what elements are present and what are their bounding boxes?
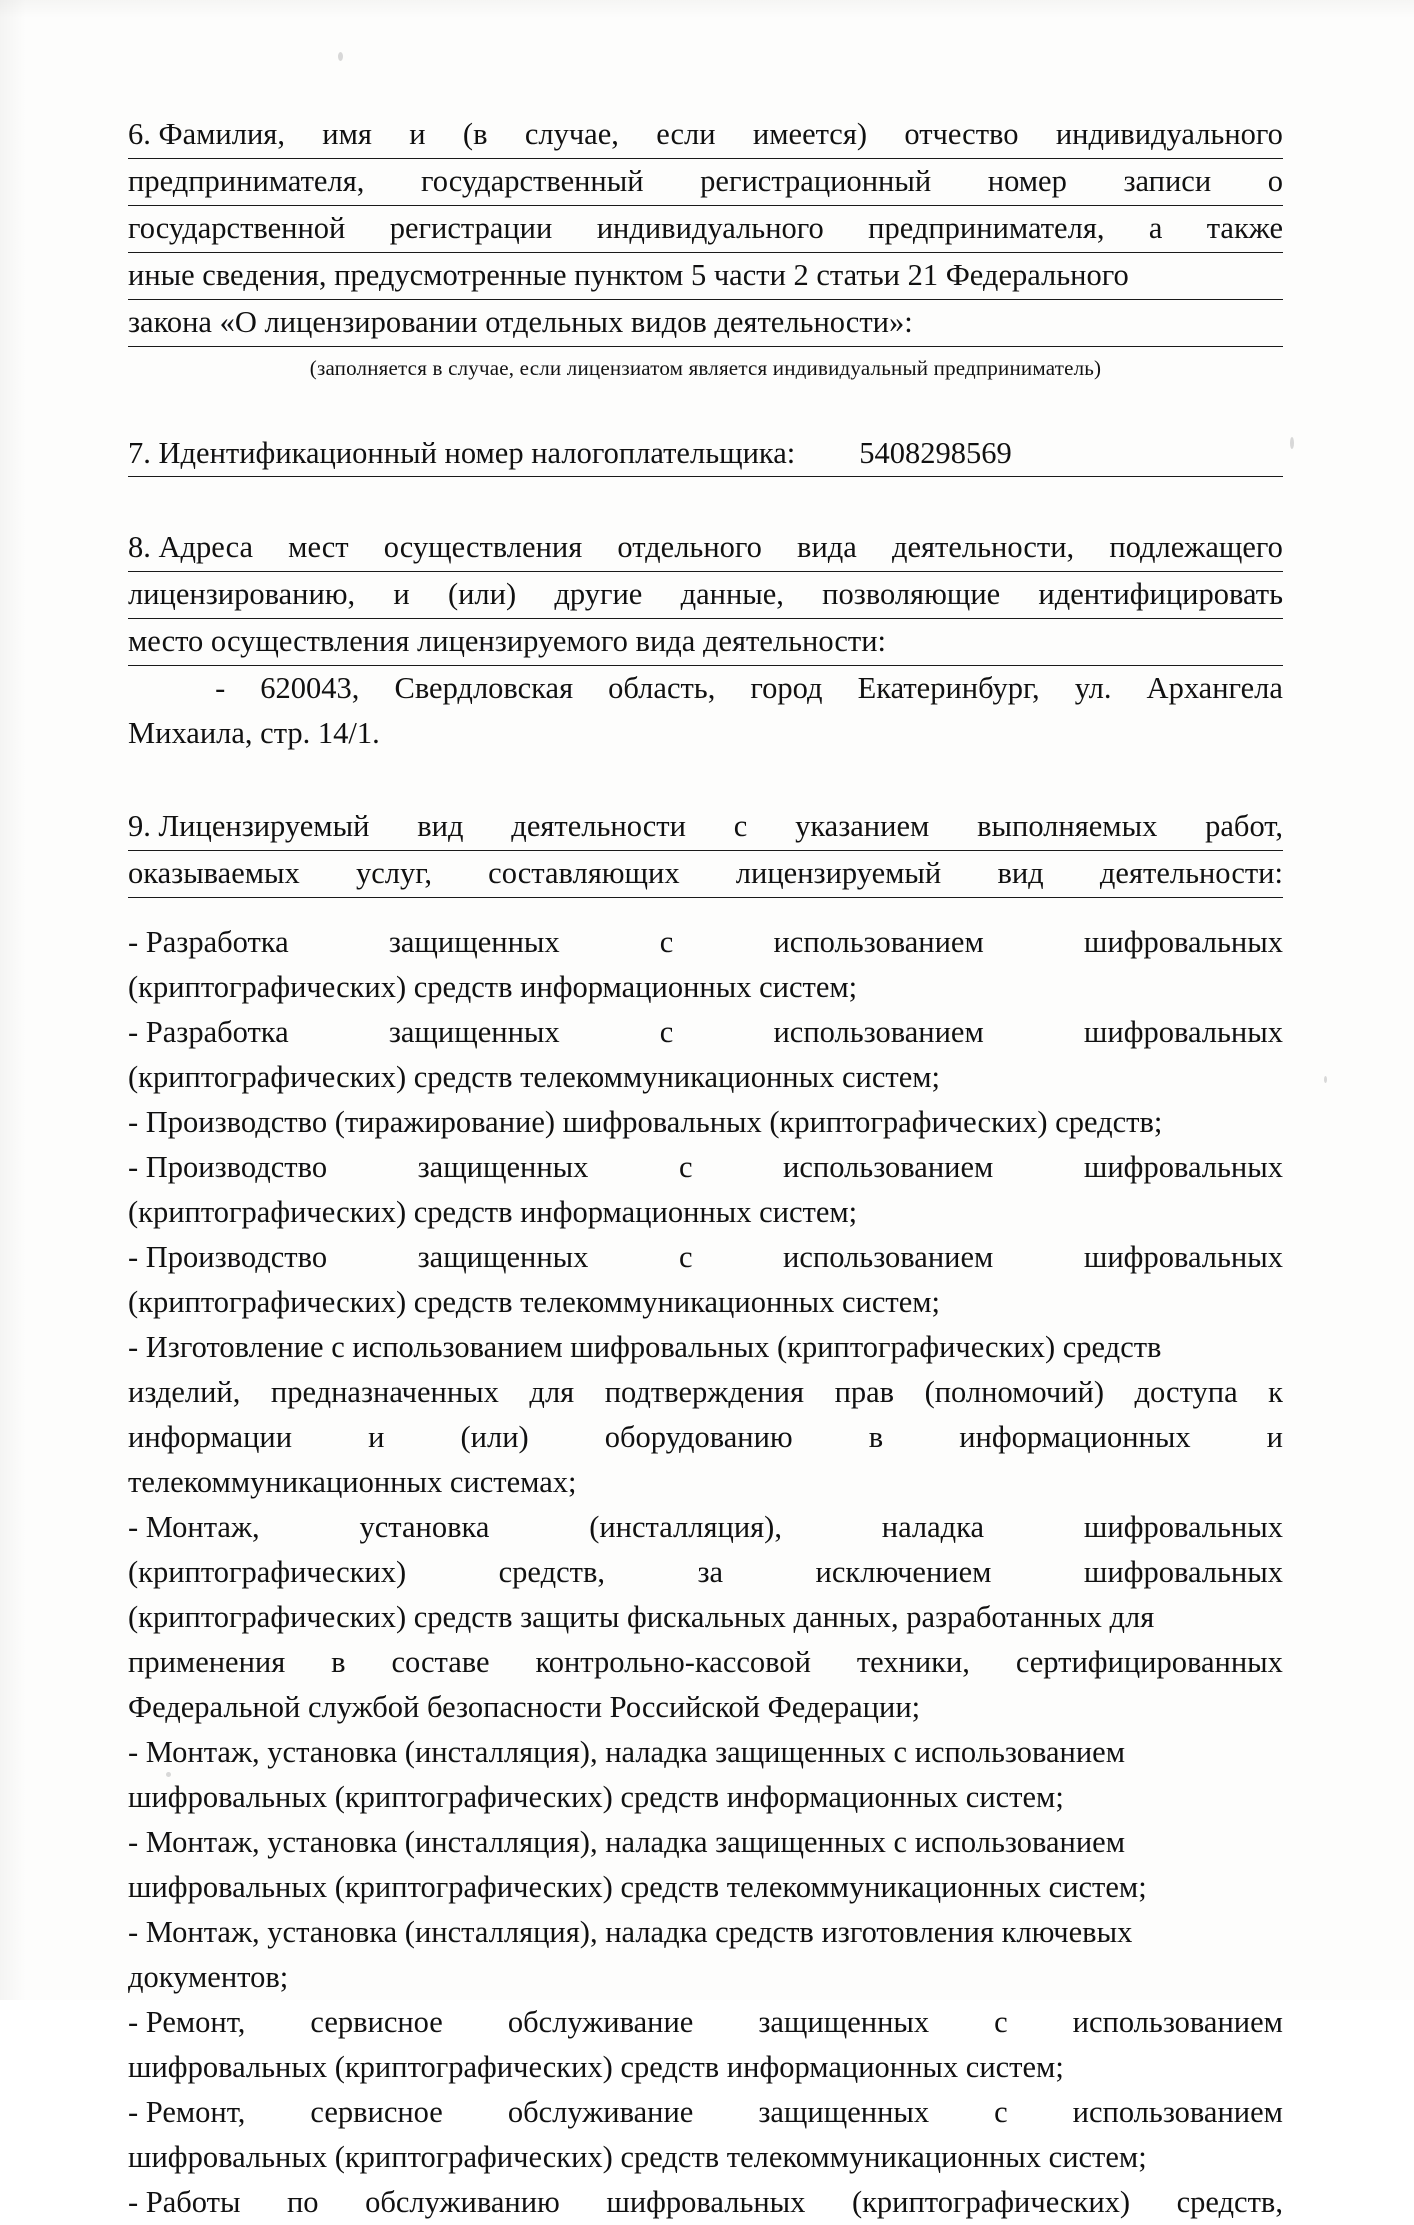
text-token: информации	[128, 1420, 293, 1454]
list-item-line: - Производство (тиражирование) шифровальных (криптографических) средств;	[128, 1105, 1163, 1139]
text-token: по	[286, 2185, 319, 2219]
list-item	[128, 920, 1283, 1010]
text-token: идентифицировать	[1038, 577, 1283, 611]
text-token: для	[529, 1375, 575, 1409]
list-item-line: шифровальных (криптографических) средств телекоммуникационных систем;	[128, 1870, 1147, 1904]
text-token: индивидуального	[1055, 117, 1283, 151]
text-token: вида	[797, 530, 857, 564]
text-token: позволяющие	[822, 577, 1001, 611]
list-item-line	[128, 2000, 1283, 2045]
text-token: номер	[987, 164, 1067, 198]
heading-line	[128, 851, 1283, 898]
text-token: защищенных	[758, 2095, 930, 2129]
scan-shadow-left	[0, 0, 26, 2000]
text-token: за	[697, 1555, 724, 1589]
text-token: Архангела	[1146, 671, 1283, 705]
text-token: и	[368, 1420, 385, 1454]
text-token: использованием	[1072, 2095, 1283, 2129]
section-8-heading	[128, 525, 1283, 666]
text-token: Екатеринбург,	[857, 671, 1040, 705]
section-6-heading	[128, 112, 1283, 347]
text-token: деятельности:	[1099, 856, 1283, 890]
list-item-line: (криптографических) средств телекоммуникационных систем;	[128, 1285, 941, 1319]
text-token: работ,	[1205, 809, 1283, 843]
heading-line	[128, 112, 1283, 159]
text-token: - Работы	[128, 2185, 241, 2219]
text-token: выполняемых	[977, 809, 1158, 843]
list-item-line: Федеральной службой безопасности Российской Федерации;	[128, 1690, 921, 1724]
text-token: шифровальных	[1083, 1015, 1283, 1049]
text-token: сервисное	[310, 2005, 443, 2039]
text-token: 6. Фамилия,	[128, 117, 285, 151]
text-token: (криптографических)	[851, 2185, 1131, 2219]
heading-line	[128, 572, 1283, 619]
text-token: сертифицированных	[1015, 1645, 1283, 1679]
list-item-line	[128, 2090, 1283, 2135]
text-token: и	[393, 577, 410, 611]
list-item-line	[128, 1010, 1283, 1055]
list-item-line: - Монтаж, установка (инсталляция), наладка защищенных с использованием	[128, 1825, 1125, 1859]
text-token: защищенных	[388, 1015, 560, 1049]
text-token: 9. Лицензируемый	[128, 809, 370, 843]
list-item-line: - Монтаж, установка (инсталляция), наладка защищенных с использованием	[128, 1735, 1125, 1769]
scan-speck	[338, 52, 343, 61]
text-token: записи	[1123, 164, 1212, 198]
list-item	[128, 1325, 1283, 1505]
list-item-line	[128, 1550, 1283, 1595]
text-token: лицензируемый	[735, 856, 942, 890]
list-item-line	[128, 1415, 1283, 1460]
list-item	[128, 1730, 1283, 1820]
list-item-line	[128, 1235, 1283, 1280]
text-token: с	[733, 809, 748, 843]
text-token: (в	[462, 117, 488, 151]
text-token: с	[659, 1015, 674, 1049]
list-item-line	[128, 1370, 1283, 1415]
text-token: сервисное	[310, 2095, 443, 2129]
text-token: использованием	[1072, 2005, 1283, 2039]
text-token: обслуживание	[507, 2095, 694, 2129]
scan-shadow-top	[0, 0, 1414, 18]
text-token: ул.	[1074, 671, 1112, 705]
text-token: (полномочий)	[924, 1375, 1105, 1409]
text-token: город	[750, 671, 823, 705]
text-token: предназначенных	[270, 1375, 499, 1409]
list-item-line: шифровальных (криптографических) средств телекоммуникационных систем;	[128, 2140, 1147, 2174]
list-item-line	[128, 1505, 1283, 1550]
text-token: имя	[322, 117, 372, 151]
text-token: шифровальных	[1083, 1240, 1283, 1274]
address-line	[128, 666, 1283, 711]
text-token: - Монтаж,	[128, 1510, 260, 1544]
list-item	[128, 1010, 1283, 1100]
text-token: шифровальных	[606, 2185, 806, 2219]
list-item-line	[128, 920, 1283, 965]
text-token: шифровальных	[1083, 1510, 1283, 1544]
section-8-address	[128, 666, 1283, 756]
text-token: предпринимателя,	[868, 211, 1105, 245]
text-token: информационных	[959, 1420, 1191, 1454]
text-token: государственной	[128, 211, 346, 245]
text-token: другие	[554, 577, 643, 611]
list-item-line	[128, 2180, 1283, 2225]
heading-line	[128, 159, 1283, 206]
text-token: составляющих	[488, 856, 680, 890]
text-token: подлежащего	[1109, 530, 1283, 564]
text-token: обслуживанию	[365, 2185, 560, 2219]
text-token: оказываемых	[128, 856, 300, 890]
text-token: прав	[834, 1375, 895, 1409]
list-item	[128, 1505, 1283, 1730]
text-token: деятельности	[511, 809, 686, 843]
text-token: отдельного	[617, 530, 762, 564]
text-token: защищенных	[388, 925, 560, 959]
text-token: - Ремонт,	[128, 2005, 246, 2039]
text-token: 8. Адреса	[128, 530, 254, 564]
text-token: указанием	[795, 809, 930, 843]
list-item-line	[128, 1640, 1283, 1685]
text-token: имеется)	[752, 117, 868, 151]
list-item	[128, 1820, 1283, 1910]
text-token: вид	[997, 856, 1044, 890]
text-token: - Ремонт,	[128, 2095, 246, 2129]
text-token: лицензированию,	[128, 577, 356, 611]
text-token: деятельности,	[891, 530, 1075, 564]
text-token: (инсталляция),	[589, 1510, 782, 1544]
heading-line: иные сведения, предусмотренные пунктом 5 части 2 статьи 21 Федерального	[128, 253, 1283, 300]
scan-speck	[1290, 437, 1294, 449]
text-token: и	[409, 117, 426, 151]
list-item-line: (криптографических) средств защиты фискальных данных, разработанных для	[128, 1600, 1155, 1634]
text-token: использованием	[773, 1015, 984, 1049]
text-token: средств,	[1176, 2185, 1283, 2219]
section-7-label: 7. Идентификационный номер налогоплательщика:	[128, 436, 796, 470]
text-token: 620043,	[260, 671, 360, 705]
section-7-row	[128, 431, 1283, 477]
text-token: с	[678, 1240, 693, 1274]
text-token: услуг,	[356, 856, 432, 890]
text-token: в	[868, 1420, 884, 1454]
text-token: с	[659, 925, 674, 959]
list-item	[128, 1145, 1283, 1235]
text-token: - Разработка	[128, 1015, 289, 1049]
text-token: использованием	[783, 1240, 994, 1274]
line-indent	[128, 666, 180, 711]
text-token: -	[215, 671, 226, 705]
list-item	[128, 1910, 1283, 2000]
list-item-line	[128, 1145, 1283, 1190]
text-token: государственный	[420, 164, 644, 198]
text-token: подтверждения	[604, 1375, 805, 1409]
text-token: (или)	[460, 1420, 529, 1454]
text-token: применения	[128, 1645, 286, 1679]
text-token: вид	[417, 809, 464, 843]
text-token: средств,	[498, 1555, 605, 1589]
text-token: исключением	[815, 1555, 992, 1589]
address-line: Михаила, стр. 14/1.	[128, 716, 380, 750]
section-6-note: (заполняется в случае, если лицензиатом является индивидуальный предприниматель)	[309, 356, 1102, 380]
text-token: регистрационный	[700, 164, 932, 198]
text-token: (или)	[447, 577, 517, 611]
list-item-line: (криптографических) средств информационных систем;	[128, 970, 858, 1004]
list-item-line: (криптографических) средств информационных систем;	[128, 1195, 858, 1229]
heading-line	[128, 804, 1283, 851]
text-token: случае,	[524, 117, 619, 151]
list-item-line: телекоммуникационных системах;	[128, 1465, 577, 1499]
licensed-activities-list	[128, 920, 1283, 2225]
text-token: шифровальных	[1083, 1555, 1283, 1589]
heading-line: закона «О лицензировании отдельных видов деятельности»:	[128, 300, 1283, 347]
scan-speck	[1324, 1076, 1327, 1083]
text-token: обслуживание	[507, 2005, 694, 2039]
heading-line	[128, 525, 1283, 572]
list-item	[128, 2090, 1283, 2180]
text-token: использованием	[783, 1150, 994, 1184]
text-token: и	[1266, 1420, 1283, 1454]
text-token: шифровальных	[1083, 925, 1283, 959]
list-item-line: шифровальных (криптографических) средств информационных систем;	[128, 2050, 1064, 2084]
text-token: с	[994, 2095, 1008, 2129]
text-token: если	[656, 117, 716, 151]
text-token: мест	[288, 530, 349, 564]
text-token: использованием	[773, 925, 984, 959]
list-item-line: (криптографических) средств телекоммуникационных систем;	[128, 1060, 941, 1094]
text-token: защищенных	[758, 2005, 930, 2039]
text-token: индивидуального	[596, 211, 824, 245]
text-token: данные,	[680, 577, 784, 611]
text-token: с	[994, 2005, 1008, 2039]
text-token: доступа	[1134, 1375, 1238, 1409]
text-token: регистрации	[389, 211, 553, 245]
list-item	[128, 2180, 1283, 2225]
list-item-line: - Изготовление с использованием шифровальных (криптографических) средств	[128, 1330, 1162, 1364]
text-token: - Производство	[128, 1240, 328, 1274]
list-item	[128, 1100, 1283, 1145]
text-token: шифровальных	[1083, 1150, 1283, 1184]
text-token: в	[331, 1645, 346, 1679]
text-token: - Разработка	[128, 925, 289, 959]
text-token: (криптографических)	[128, 1555, 407, 1589]
text-token: отчество	[904, 117, 1019, 151]
text-token: изделий,	[128, 1375, 241, 1409]
text-token: о	[1267, 164, 1283, 198]
list-item	[128, 1235, 1283, 1325]
list-item-line: - Монтаж, установка (инсталляция), наладка средств изготовления ключевых	[128, 1915, 1133, 1949]
text-token: предпринимателя,	[128, 164, 365, 198]
list-item-line: шифровальных (криптографических) средств информационных систем;	[128, 1780, 1064, 1814]
text-token: а	[1148, 211, 1163, 245]
text-token: область,	[608, 671, 716, 705]
text-token: защищенных	[417, 1150, 589, 1184]
text-token: - Производство	[128, 1150, 328, 1184]
text-token: контрольно-кассовой	[535, 1645, 811, 1679]
list-item	[128, 2000, 1283, 2090]
text-token: Свердловская	[394, 671, 574, 705]
document-body	[128, 112, 1283, 2225]
text-token: составе	[391, 1645, 490, 1679]
text-token: также	[1206, 211, 1283, 245]
text-token: оборудованию	[604, 1420, 793, 1454]
text-token: наладка	[881, 1510, 985, 1544]
text-token: к	[1268, 1375, 1283, 1409]
heading-line	[128, 206, 1283, 253]
heading-line: место осуществления лицензируемого вида деятельности:	[128, 619, 1283, 666]
section-9-heading	[128, 804, 1283, 898]
text-token: техники,	[856, 1645, 970, 1679]
text-token: с	[678, 1150, 693, 1184]
list-item-line: документов;	[128, 1960, 289, 1994]
text-token: осуществления	[383, 530, 583, 564]
taxpayer-id-value: 5408298569	[859, 436, 1012, 470]
text-token: установка	[359, 1510, 490, 1544]
text-token: защищенных	[417, 1240, 589, 1274]
